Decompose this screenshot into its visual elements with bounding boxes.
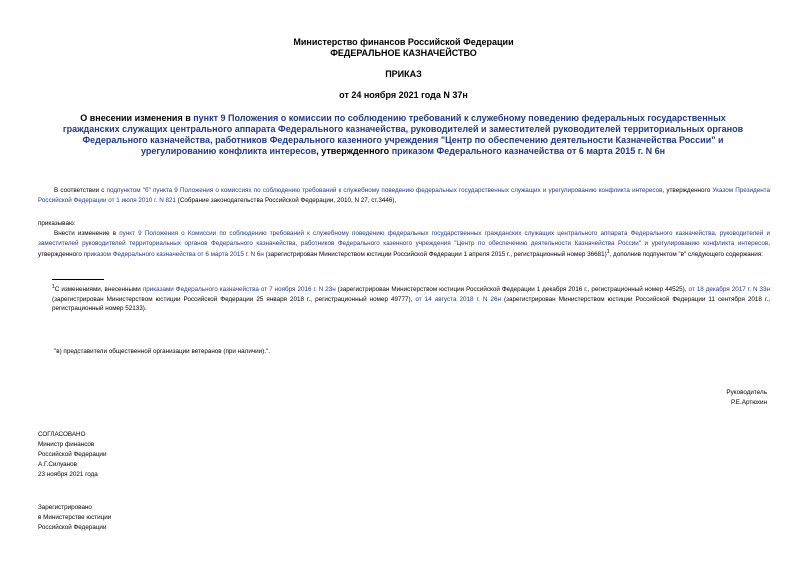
- title-text: , утвержденного: [316, 146, 392, 156]
- footnote-number: 1: [52, 284, 55, 290]
- document-date: от 24 ноября 2021 года N 37н: [339, 90, 468, 100]
- title-link-order[interactable]: приказом Федерального казначейства от 6 марта 2015 г. N 6н: [391, 146, 666, 156]
- link-order-26n[interactable]: от 14 августа 2018 г. N 26н: [415, 295, 501, 303]
- link-point-9[interactable]: пункт 9 Положения о Комиссии по соблюдению требований к служебному поведению федеральных государственных гражданских служащих центрального аппарата Федерального казначейства, руководителей и заместителей руководителей территориальных органов Федерального казначейства, работников Федерального казенного учреждения "Центр по обеспечению деятельности Казначейства России" и урегулированию конфликта интересов: [38, 230, 770, 247]
- subpoint-v: "в) представители общественной организации ветеранов (при наличии).".: [54, 348, 270, 355]
- text: , утвержденного: [38, 239, 770, 259]
- footnote-divider: [52, 279, 104, 280]
- title-link-regulation[interactable]: пункт 9 Положения о комиссии по соблюдению требований к служебному поведению федеральных государственных гражданских служащих центрального аппарата Федерального казначейства, руководителей и заместителей руководителей территориальных органов Федерального казначейства, работников Федерального казенного учреждения "Центр по обеспечению деятельности Казначейства России" и урегулированию конфликта интересов: [62, 113, 744, 156]
- agency-name: ФЕДЕРАЛЬНОЕ КАЗНАЧЕЙСТВО: [330, 48, 477, 58]
- link-subpoint-b[interactable]: подпунктом "б" пункта 9 Положения о комиссиях по соблюдению требований к служебному поведению федеральных государственных служащих и урегулированию конфликта интересов: [106, 187, 663, 194]
- order-word: приказываю:: [38, 220, 76, 227]
- registered-line-1: в Министерстве юстиции: [38, 514, 112, 521]
- signature-name: Р.Е.Артюхин: [731, 399, 767, 406]
- text: (зарегистрирован Министерством юстиции Российской Федерации 1 декабря 2016 г., регистрационный номер 44525),: [335, 286, 689, 294]
- link-presidential-decree[interactable]: Указом Президента Российской Федерации от 1 июля 2010 г. N 821: [38, 187, 770, 204]
- registered-line-2: Российской Федерации: [38, 524, 107, 531]
- text: В соответствии с: [54, 187, 107, 194]
- text: (зарегистрирован Министерством юстиции Российской Федерации 11 сентября 2018 г., регистрационный номер 52133).: [52, 295, 770, 313]
- signature-position: Руководитель: [726, 389, 767, 396]
- footnote: [52, 283, 770, 314]
- document-type: ПРИКАЗ: [385, 69, 422, 79]
- registered-label: Зарегистрировано: [38, 504, 92, 511]
- order-paragraph: [38, 229, 770, 260]
- link-order-6n[interactable]: приказом Федерального казначейства от 6 марта 2015 г. N 6н: [83, 251, 264, 259]
- agreed-position-2: Российской Федерации: [38, 451, 107, 458]
- text: , утвержденного: [662, 187, 713, 194]
- title-text: О внесении изменения в: [80, 113, 194, 123]
- document-title: [58, 113, 748, 157]
- text: С изменениями, внесенными: [54, 286, 143, 294]
- text: (Собрание законодательства Российской Федерации, 2010, N 27, ст.3446),: [176, 196, 397, 204]
- preamble-paragraph: [38, 186, 770, 205]
- agreed-label: СОГЛАСОВАНО: [38, 431, 86, 438]
- text: , дополнив подпунктом "в" следующего содержания:: [609, 251, 763, 259]
- link-order-33n[interactable]: от 18 декабря 2017 г. N 33н: [688, 286, 770, 294]
- link-order-23n[interactable]: приказами Федерального казначейства от 7 ноября 2016 г. N 23н: [142, 286, 336, 294]
- agreed-name: А.Г.Силуанов: [38, 461, 77, 468]
- footnote-mark[interactable]: 1: [606, 249, 610, 256]
- agreed-position: Министр финансов: [38, 441, 95, 448]
- text: (зарегистрирован Министерством юстиции Российской Федерации 25 января 2018 г., регистрационный номер 49777),: [52, 295, 416, 303]
- text: Внести изменение в: [54, 230, 120, 237]
- text: (зарегистрирован Министерством юстиции Российской Федерации 1 апреля 2015 г., регистрационный номер 36681): [263, 251, 607, 259]
- ministry-name: Министерство финансов Российской Федерации: [293, 37, 514, 47]
- agreed-date: 23 ноября 2021 года: [38, 471, 98, 478]
